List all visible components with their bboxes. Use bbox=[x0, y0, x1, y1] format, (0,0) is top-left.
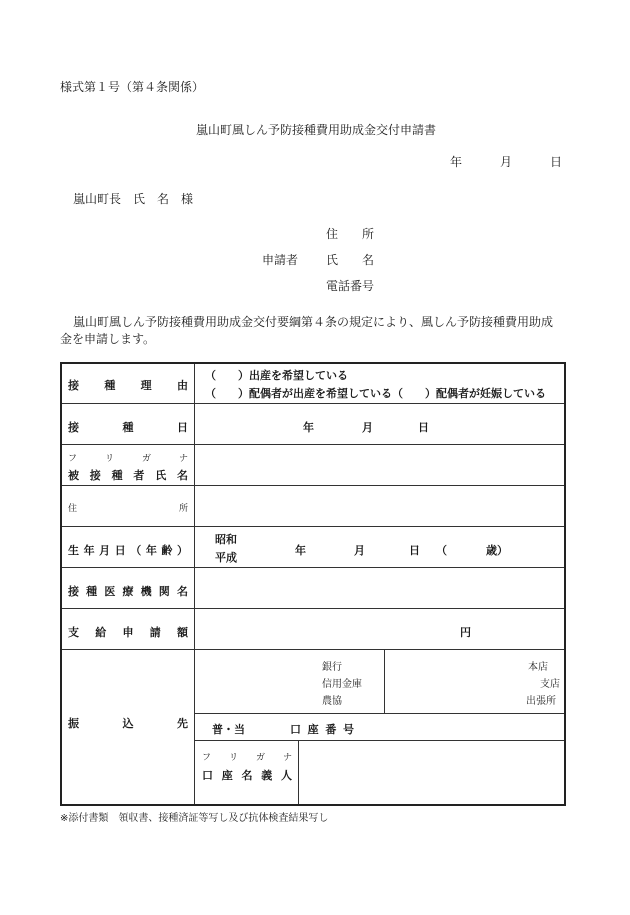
person-name-field[interactable] bbox=[195, 445, 564, 485]
body-text-line1: 嵐山町風しん予防接種費用助成金交付要綱第４条の規定により、風しん予防接種費用助成 bbox=[73, 315, 554, 329]
applicant-address-label: 住 所 bbox=[326, 227, 375, 241]
bank-type-bank[interactable]: 銀行 bbox=[322, 662, 342, 673]
age-open: （ bbox=[436, 544, 447, 557]
furigana-label: フ リ ガ ナ bbox=[68, 454, 188, 464]
clinic-label: 接 種 医 療 機 関 名 bbox=[68, 585, 188, 598]
era-heisei[interactable]: 平成 bbox=[215, 551, 237, 564]
age-close[interactable]: 歳） bbox=[486, 544, 508, 557]
holder-furigana-label: フ リ ガ ナ bbox=[202, 753, 292, 763]
address-field[interactable] bbox=[195, 486, 564, 526]
clinic-field[interactable] bbox=[195, 568, 564, 608]
address-label: 住 所 bbox=[68, 504, 188, 514]
applicant-phone-label: 電話番号 bbox=[326, 279, 375, 293]
vaccination-date-year[interactable]: 年 bbox=[303, 421, 314, 434]
amount-field[interactable] bbox=[195, 609, 455, 649]
reason-option-2[interactable]: （ ）配偶者が出産を希望している（ ）配偶者が妊娠している bbox=[205, 387, 546, 400]
body-text-line2: 金を申請します。 bbox=[60, 332, 156, 346]
branch-type-office[interactable]: 出張所 bbox=[526, 696, 556, 707]
date-day-label: 日 bbox=[550, 155, 563, 169]
date-year-label: 年 bbox=[450, 155, 463, 169]
application-form-table bbox=[60, 362, 566, 806]
attachments-note: ※添付書類 領収書、接種済証等写し及び抗体検査結果写し bbox=[60, 813, 329, 824]
era-showa[interactable]: 昭和 bbox=[215, 533, 237, 546]
birth-date-label: 生 年 月 日 （ 年 齢 ） bbox=[68, 544, 188, 557]
holder-name-label: 口 座 名 義 人 bbox=[202, 769, 292, 782]
branch-type-branch[interactable]: 支店 bbox=[540, 679, 560, 690]
amount-unit: 円 bbox=[460, 626, 471, 639]
page-title: 嵐山町風しん予防接種費用助成金交付申請書 bbox=[196, 123, 437, 137]
form-number: 様式第１号（第４条関係） bbox=[60, 80, 205, 94]
branch-type-head[interactable]: 本店 bbox=[528, 662, 548, 673]
holder-name-field[interactable] bbox=[299, 741, 564, 804]
bank-type-credit-union[interactable]: 信用金庫 bbox=[322, 679, 362, 690]
reason-option-1[interactable]: （ ）出産を希望している bbox=[205, 369, 348, 382]
account-type[interactable]: 普・当 bbox=[212, 723, 245, 736]
amount-label: 支 給 申 請 額 bbox=[68, 626, 188, 639]
vaccination-date-month[interactable]: 月 bbox=[362, 421, 373, 434]
birth-month[interactable]: 月 bbox=[354, 544, 365, 557]
applicant-name-label: 氏 名 bbox=[326, 253, 375, 267]
transfer-label: 振 込 先 bbox=[68, 717, 188, 730]
account-number-field[interactable] bbox=[362, 714, 564, 740]
date-month-label: 月 bbox=[500, 155, 513, 169]
account-number-label: 口 座 番 号 bbox=[290, 723, 354, 736]
vaccination-date-label: 接 種 日 bbox=[68, 421, 188, 434]
vaccination-date-day[interactable]: 日 bbox=[418, 421, 429, 434]
birth-day[interactable]: 日 bbox=[409, 544, 420, 557]
bank-type-agricultural-coop[interactable]: 農協 bbox=[322, 696, 342, 707]
addressee: 嵐山町長 氏 名 様 bbox=[73, 192, 194, 206]
applicant-group-label: 申請者 bbox=[262, 253, 299, 267]
birth-year[interactable]: 年 bbox=[295, 544, 306, 557]
person-name-label: 被 接 種 者 氏 名 bbox=[68, 469, 188, 482]
reason-label: 接 種 理 由 bbox=[68, 379, 188, 392]
